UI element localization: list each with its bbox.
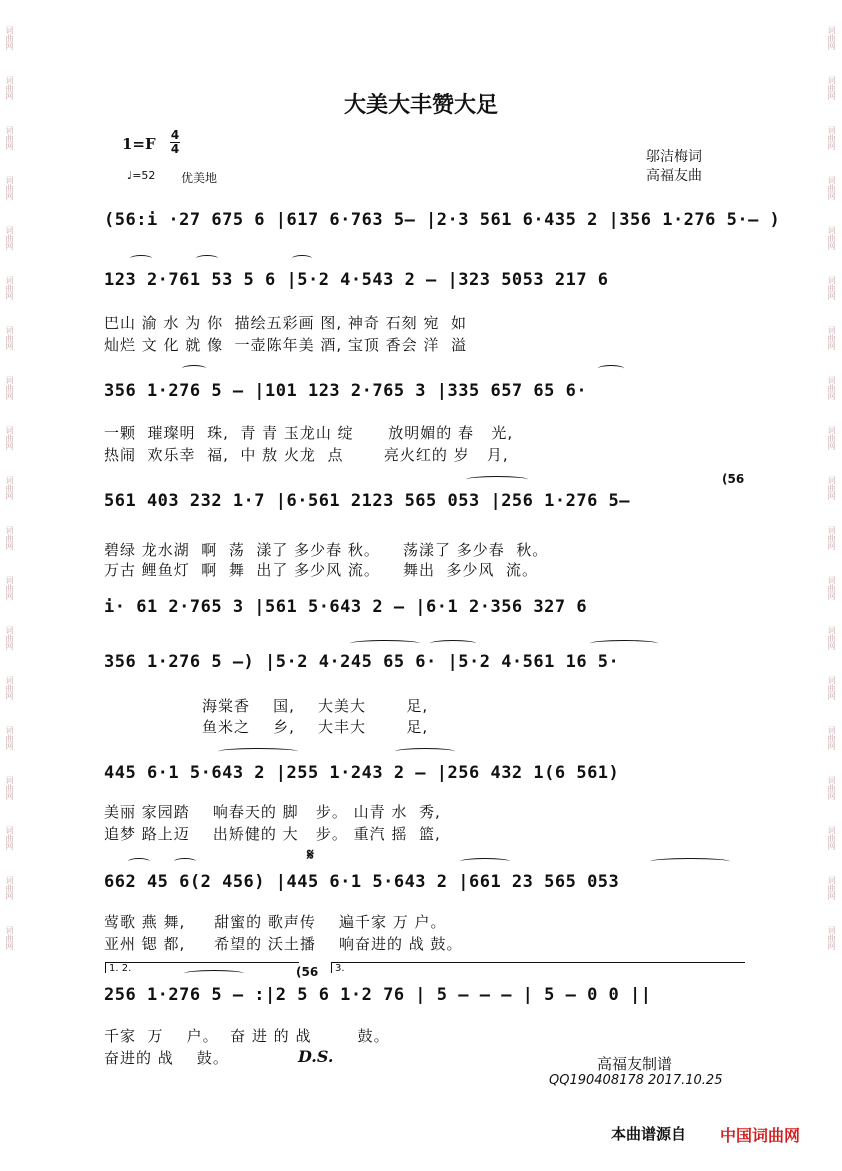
watermark-text: 词曲网: [827, 326, 836, 350]
watermark-text: 词曲网: [5, 226, 14, 250]
watermark-text: 词曲网: [827, 126, 836, 150]
watermark-text: 词曲网: [5, 26, 14, 50]
watermark-text: 词曲网: [827, 876, 836, 900]
lyric-row-2-verse-1: 巴山 渝 水 为 你 描绘五彩画 图, 神奇 石刻 宛 如: [104, 314, 467, 332]
watermark-text: 词曲网: [5, 726, 14, 750]
lyric-row-6-verse-2: 鱼米之 乡, 大丰大 足,: [104, 718, 429, 736]
watermark-text: 词曲网: [827, 226, 836, 250]
transcriber-credit: 高福友制谱: [597, 1055, 673, 1073]
slur: [174, 858, 196, 865]
credits: [646, 148, 702, 186]
tempo-marking: ♩=52: [127, 169, 156, 182]
qq-and-date: QQ190408178 2017.10.25: [549, 1073, 723, 1088]
slur: [128, 858, 150, 865]
notation-row-3: 356 1·276 5 – |101 123 2·765 3 |335 657 65 6·: [104, 381, 588, 401]
key-signature: 1=F: [122, 135, 156, 153]
lyric-row-7-verse-1: 美丽 家园踏 响春天的 脚 步。 山青 水 秀,: [104, 803, 441, 821]
watermark-text: 词曲网: [5, 426, 14, 450]
lyric-row-3-verse-1: 一颗 璀璨明 珠, 青 青 玉龙山 绽 放明媚的 春 光,: [104, 424, 514, 442]
volta-bracket-3: 3.: [331, 962, 745, 973]
lyric-row-3-verse-2: 热闹 欢乐幸 福, 中 敖 火龙 点 亮火红的 岁 月,: [104, 446, 509, 464]
segno-sign: 𝄋: [307, 845, 314, 864]
lyric-row-2-verse-2: 灿烂 文 化 就 像 一壶陈年美 酒, 宝顶 香会 洋 溢: [104, 336, 467, 354]
slur: [182, 365, 206, 372]
watermark-text: 词曲网: [5, 126, 14, 150]
lyric-row-9-verse-2: 奋进的 战 鼓。: [104, 1049, 229, 1067]
watermark-strip-left: [2, 0, 16, 1171]
watermark-text: 词曲网: [5, 926, 14, 950]
source-label: 本曲谱源自: [611, 1125, 687, 1143]
notation-row-8: 662 45 6(2 456) |445 6·1 5·643 2 |661 23 565 053: [104, 872, 620, 892]
notation-row-6: 356 1·276 5 –) |5·2 4·245 65 6· |5·2 4·561 16 5·: [104, 652, 620, 672]
lyric-row-4-verse-1: 碧绿 龙水湖 啊 荡 漾了 多少春 秋。 荡漾了 多少春 秋。: [104, 541, 549, 559]
watermark-text: 词曲网: [5, 526, 14, 550]
lyricist-credit: 邬洁梅词: [646, 149, 702, 165]
slur: [218, 748, 298, 755]
slur: [196, 255, 218, 262]
notation-row-4: 561 403 232 1·7 |6·561 2123 565 053 |256 1·276 5–: [104, 491, 631, 511]
expression-marking: 优美地: [181, 171, 218, 185]
watermark-strip-right: [824, 0, 838, 1171]
repeat-reference: (56: [722, 472, 745, 486]
watermark-text: 词曲网: [827, 726, 836, 750]
notation-row-5: i· 61 2·765 3 |561 5·643 2 – |6·1 2·356 327 6: [104, 597, 588, 617]
slur: [598, 365, 624, 372]
slur: [430, 640, 476, 647]
notation-row-9: 256 1·276 5 – :|2 5 6 1·2 76 | 5 – – – | 5 – 0 0 ||: [104, 985, 652, 1005]
song-title: 大美大丰赞大足: [343, 93, 498, 118]
time-signature: [170, 129, 180, 156]
watermark-text: 词曲网: [827, 176, 836, 200]
watermark-text: 词曲网: [827, 826, 836, 850]
lyric-row-7-verse-2: 追梦 路上迈 出矫健的 大 步。 重汽 摇 篮,: [104, 825, 441, 843]
watermark-text: 词曲网: [5, 476, 14, 500]
watermark-text: 词曲网: [827, 76, 836, 100]
watermark-text: 词曲网: [5, 876, 14, 900]
dal-segno-marking: D.S.: [298, 1047, 334, 1066]
watermark-text: 词曲网: [5, 176, 14, 200]
lyric-row-9-verse-1: 千家 万 户。 奋 进 的 战 鼓。: [104, 1027, 390, 1045]
watermark-text: 词曲网: [827, 26, 836, 50]
watermark-text: 词曲网: [5, 826, 14, 850]
watermark-text: 词曲网: [827, 676, 836, 700]
lyric-row-6-verse-1: 海棠香 国, 大美大 足,: [104, 697, 429, 715]
composer-credit: 高福友曲: [646, 168, 702, 184]
watermark-text: 词曲网: [5, 326, 14, 350]
time-signature-top: 4: [170, 128, 180, 142]
watermark-text: 词曲网: [827, 926, 836, 950]
slur: [350, 640, 420, 647]
watermark-text: 词曲网: [5, 76, 14, 100]
source-site-link[interactable]: 中国词曲网: [720, 1126, 801, 1145]
watermark-text: 词曲网: [5, 276, 14, 300]
watermark-text: 词曲网: [5, 376, 14, 400]
volta-bracket-1-2: 1. 2.: [105, 962, 299, 973]
lyric-row-8-verse-2: 亚州 锶 都, 希望的 沃土播 响奋进的 战 鼓。: [104, 935, 463, 953]
watermark-text: 词曲网: [827, 626, 836, 650]
watermark-text: 词曲网: [827, 776, 836, 800]
watermark-text: 词曲网: [5, 676, 14, 700]
watermark-text: 词曲网: [5, 626, 14, 650]
notation-row-2: 123 2·761 53 5 6 |5·2 4·543 2 – |323 5053 217 6: [104, 270, 609, 290]
watermark-text: 词曲网: [5, 576, 14, 600]
watermark-text: 词曲网: [827, 476, 836, 500]
slur: [130, 255, 152, 262]
watermark-text: 词曲网: [827, 526, 836, 550]
slur: [395, 748, 455, 755]
repeat-reference: (56: [296, 965, 319, 979]
slur: [466, 476, 528, 483]
watermark-text: 词曲网: [827, 376, 836, 400]
watermark-text: 词曲网: [5, 776, 14, 800]
slur: [460, 858, 510, 865]
watermark-text: 词曲网: [827, 276, 836, 300]
slur: [184, 970, 244, 977]
slur: [650, 858, 730, 865]
notation-row-1: (56:i ·27 675 6 |617 6·763 5– |2·3 561 6·435 2 |356 1·276 5·– ): [104, 210, 781, 230]
lyric-row-4-verse-2: 万古 鲤鱼灯 啊 舞 出了 多少风 流。 舞出 多少风 流。: [104, 561, 539, 579]
notation-row-7: 445 6·1 5·643 2 |255 1·243 2 – |256 432 1(6 561): [104, 763, 620, 783]
slur: [292, 255, 312, 262]
time-signature-bottom: 4: [170, 142, 180, 156]
watermark-text: 词曲网: [827, 426, 836, 450]
lyric-row-8-verse-1: 莺歌 燕 舞, 甜蜜的 歌声传 遍千家 万 户。: [104, 913, 447, 931]
watermark-text: 词曲网: [827, 576, 836, 600]
slur: [590, 640, 658, 647]
